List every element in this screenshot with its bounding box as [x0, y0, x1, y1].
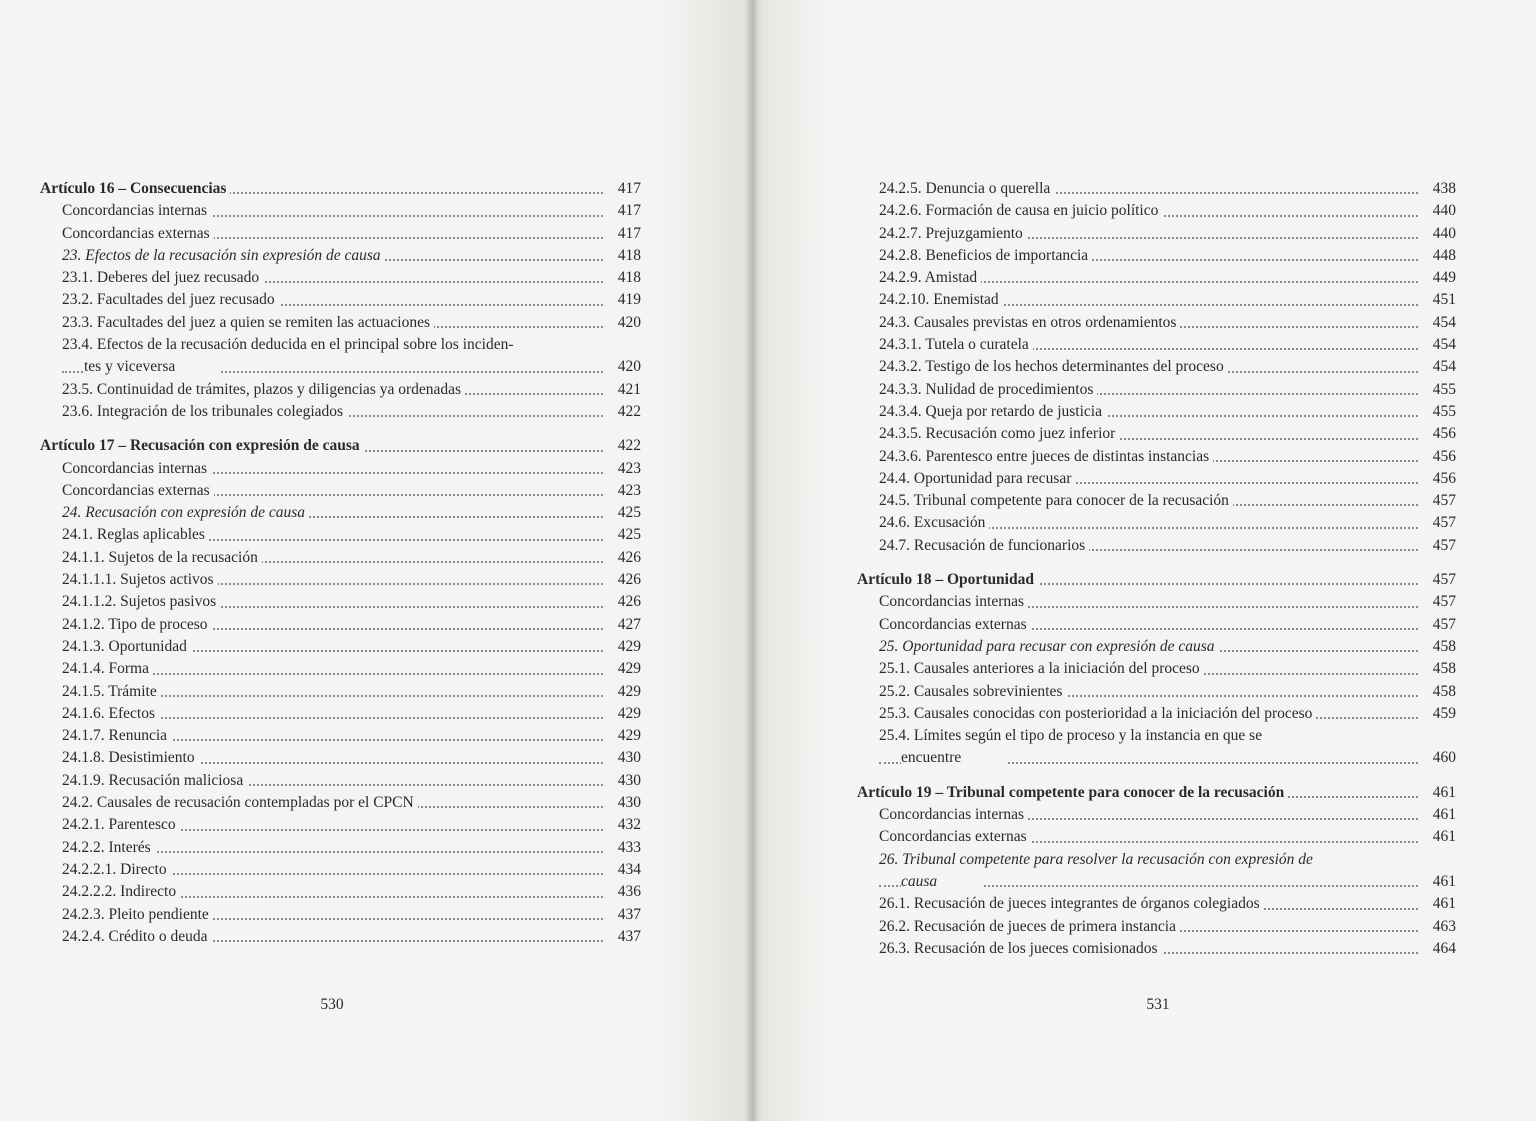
toc-entry-page: 426: [607, 591, 641, 613]
toc-entry-title: 24.2.3. Pleito pendiente: [62, 906, 213, 923]
toc-entry-page: 460: [1422, 747, 1456, 769]
toc-entry: [879, 312, 1456, 334]
toc-entry: [879, 512, 1456, 534]
toc-entry: [62, 792, 641, 814]
toc-entry-title: 24.1.9. Recusación maliciosa: [62, 772, 247, 789]
toc-entry-title: 24.3.2. Testigo de los hechos determinantes del proceso: [879, 358, 1228, 375]
toc-entry-page: 454: [1422, 356, 1456, 378]
toc-entry-title: Artículo 18 – Oportunidad: [857, 571, 1038, 588]
toc-entry: [879, 468, 1456, 490]
toc-entry-page: 426: [607, 569, 641, 591]
toc-entry-page: 438: [1422, 178, 1456, 200]
toc-entry-title: 24.2.6. Formación de causa en juicio político: [879, 202, 1162, 219]
toc-entry-page: 455: [1422, 379, 1456, 401]
toc-entry-title: 24.1.3. Oportunidad: [62, 638, 191, 655]
toc-entry-title: 24.2.2. Interés: [62, 839, 155, 856]
toc-entry: [879, 245, 1456, 267]
right-page-number: 531: [1146, 996, 1170, 1013]
toc-entry: [62, 837, 641, 859]
toc-entry-title: Artículo 17 – Recusación con expresión de causa: [40, 437, 364, 454]
toc-entry-page: 456: [1422, 446, 1456, 468]
toc-entry-page: 461: [1422, 871, 1456, 893]
toc-entry-page: 457: [1422, 512, 1456, 534]
toc-entry-page: 437: [607, 926, 641, 948]
toc-entry-title: 24.3. Causales previstas en otros ordenamientos: [879, 314, 1180, 331]
toc-entry: [62, 401, 641, 423]
toc-entry: [879, 804, 1456, 826]
toc-entry-title: 23.4. Efectos de la recusación deducida en el principal sobre los inciden-: [62, 334, 641, 356]
toc-entry: [62, 859, 641, 881]
toc-entry-page: 451: [1422, 289, 1456, 311]
toc-entry-page: 430: [607, 770, 641, 792]
toc-entry-page: 458: [1422, 636, 1456, 658]
toc-entry-title: 26.1. Recusación de jueces integrantes de órganos colegiados: [879, 895, 1264, 912]
toc-entry: [62, 814, 641, 836]
toc-entry: [879, 446, 1456, 468]
toc-entry-page: 417: [607, 223, 641, 245]
toc-entry-page: 430: [607, 792, 641, 814]
toc-entry-page: 422: [607, 435, 641, 457]
toc-entry: [879, 423, 1456, 445]
toc-entry-page: 455: [1422, 401, 1456, 423]
toc-entry-page: 464: [1422, 938, 1456, 960]
toc-entry-page: 437: [607, 904, 641, 926]
toc-entry: [62, 480, 641, 502]
toc-entry: [879, 223, 1456, 245]
toc-entry: [879, 490, 1456, 512]
toc-entry-page: 457: [1422, 535, 1456, 557]
toc-entry: [62, 703, 641, 725]
toc-entry-title: Concordancias externas: [62, 482, 214, 499]
toc-entry-title: 24.2.2.2. Indirecto: [62, 883, 180, 900]
toc-entry: [62, 458, 641, 480]
toc-entry: [62, 267, 641, 289]
toc-entry-page: 417: [607, 200, 641, 222]
toc-entry-page: 425: [607, 502, 641, 524]
toc-entry: [879, 893, 1456, 915]
toc-entry-title: 24.1.6. Efectos: [62, 705, 159, 722]
toc-entry-page: 427: [607, 614, 641, 636]
toc-entry-page: 419: [607, 289, 641, 311]
toc-entry-title: Concordancias externas: [62, 225, 214, 242]
toc-entry: [62, 636, 641, 658]
toc-entry-page: 429: [607, 725, 641, 747]
toc-entry-title: 24.3.1. Tutela o curatela: [879, 336, 1033, 353]
toc-entry-page: 458: [1422, 681, 1456, 703]
toc-entry: [879, 289, 1456, 311]
toc-entry: [879, 849, 1456, 894]
toc-entry-title: 24.5. Tribunal competente para conocer de la recusación: [879, 492, 1233, 509]
toc-entry-title: Concordancias internas: [62, 460, 211, 477]
toc-entry-title: 25.3. Causales conocidas con posterioridad a la iniciación del proceso: [879, 705, 1316, 722]
toc-entry-title: Artículo 16 – Consecuencias: [40, 180, 230, 197]
toc-entry-page: 449: [1422, 267, 1456, 289]
toc-entry: [40, 435, 641, 457]
toc-entry-page: 421: [607, 379, 641, 401]
toc-entry: [62, 245, 641, 267]
toc-entry: [879, 356, 1456, 378]
toc-entry: [879, 379, 1456, 401]
toc-entry-title: 24.6. Excusación: [879, 514, 989, 531]
toc-entry: [62, 379, 641, 401]
toc-entry-title: 25.4. Límites según el tipo de proceso y la instancia en que se: [879, 725, 1456, 747]
toc-entry-title: 24.2.7. Prejuzgamiento: [879, 225, 1027, 242]
toc-entry-title: 24.1.2. Tipo de proceso: [62, 616, 212, 633]
toc-entry: [62, 223, 641, 245]
toc-entry: [879, 614, 1456, 636]
toc-entry-title: 24.1.5. Trámite: [62, 683, 161, 700]
toc-entry-title: 25.2. Causales sobrevinientes: [879, 683, 1066, 700]
toc-entry: [879, 703, 1456, 725]
toc-entry-page: 461: [1422, 782, 1456, 804]
toc-entry: [879, 401, 1456, 423]
toc-entry-page: 417: [607, 178, 641, 200]
toc-entry-title: 24.3.6. Parentesco entre jueces de distintas instancias: [879, 448, 1213, 465]
toc-entry-title: 24.1.8. Desistimiento: [62, 749, 199, 766]
toc-entry: [62, 524, 641, 546]
toc-entry-page: 440: [1422, 223, 1456, 245]
toc-entry-page: 434: [607, 859, 641, 881]
toc-entry-title: 23.1. Deberes del juez recusado: [62, 269, 263, 286]
toc-entry-title: Concordancias internas: [62, 202, 211, 219]
toc-entry-title: Concordancias externas: [879, 828, 1031, 845]
toc-entry: [62, 502, 641, 524]
toc-entry: [62, 747, 641, 769]
toc-entry: [879, 200, 1456, 222]
toc-entry: [62, 926, 641, 948]
toc-entry-page: 429: [607, 681, 641, 703]
toc-entry-page: 448: [1422, 245, 1456, 267]
toc-entry-page: 457: [1422, 614, 1456, 636]
toc-entry-title: 24.1.1.2. Sujetos pasivos: [62, 593, 220, 610]
toc-entry-title: 24.3.5. Recusación como juez inferior: [879, 425, 1119, 442]
toc-entry: [62, 725, 641, 747]
toc-entry: [879, 636, 1456, 658]
toc-entry-title: 26.3. Recusación de los jueces comisionados: [879, 940, 1162, 957]
toc-entry: [62, 569, 641, 591]
toc-entry: [879, 334, 1456, 356]
toc-entry-title: 26. Tribunal competente para resolver la recusación con expresión de: [879, 849, 1456, 871]
left-page-number: 530: [320, 996, 344, 1013]
toc-entry-title: 23.5. Continuidad de trámites, plazos y diligencias ya ordenadas: [62, 381, 465, 398]
toc-entry: [879, 178, 1456, 200]
toc-entry-continuation: tes y viceversa: [84, 358, 221, 375]
toc-entry: [879, 267, 1456, 289]
toc-entry: [62, 200, 641, 222]
toc-entry-page: 423: [607, 458, 641, 480]
toc-entry-page: 454: [1422, 334, 1456, 356]
toc-entry-page: 429: [607, 636, 641, 658]
toc-entry-title: Artículo 19 – Tribunal competente para conocer de la recusación: [857, 784, 1288, 801]
toc-entry-page: 418: [607, 267, 641, 289]
toc-entry-title: 24.2. Causales de recusación contempladas por el CPCN: [62, 794, 418, 811]
toc-entry-page: 423: [607, 480, 641, 502]
toc-entry-page: 459: [1422, 703, 1456, 725]
toc-entry-title: 24.1.1. Sujetos de la recusación: [62, 549, 262, 566]
toc-entry: [62, 312, 641, 334]
toc-entry-title: Concordancias externas: [879, 616, 1031, 633]
toc-entry: [62, 881, 641, 903]
toc-entry-page: 418: [607, 245, 641, 267]
toc-entry-title: 24.2.10. Enemistad: [879, 291, 1003, 308]
toc-entry-title: 24.2.1. Parentesco: [62, 816, 180, 833]
toc-entry: [879, 826, 1456, 848]
toc-entry: [62, 591, 641, 613]
toc-entry-title: 24.3.4. Queja por retardo de justicia: [879, 403, 1106, 420]
toc-entry: [879, 938, 1456, 960]
toc-entry: [62, 334, 641, 379]
right-toc: [857, 178, 1456, 960]
toc-entry-title: Concordancias internas: [879, 806, 1028, 823]
toc-entry: [879, 658, 1456, 680]
toc-entry-title: 24.2.8. Beneficios de importancia: [879, 247, 1092, 264]
toc-entry-title: 23. Efectos de la recusación sin expresión de causa: [62, 247, 385, 264]
book-gutter: [745, 0, 759, 1121]
toc-entry-title: 24. Recusación con expresión de causa: [62, 504, 309, 521]
left-toc: [40, 178, 641, 948]
toc-entry-title: 24.7. Recusación de funcionarios: [879, 537, 1089, 554]
toc-entry-page: 429: [607, 703, 641, 725]
toc-entry-page: 432: [607, 814, 641, 836]
toc-entry-title: 24.2.2.1. Directo: [62, 861, 171, 878]
toc-entry-page: 457: [1422, 591, 1456, 613]
toc-entry-page: 426: [607, 547, 641, 569]
toc-entry: [879, 916, 1456, 938]
toc-entry-title: 24.1. Reglas aplicables: [62, 526, 209, 543]
toc-entry: [879, 725, 1456, 770]
toc-entry: [62, 289, 641, 311]
toc-entry-title: 24.4. Oportunidad para recusar: [879, 470, 1075, 487]
toc-entry-title: 24.2.4. Crédito o deuda: [62, 928, 212, 945]
toc-entry-page: 456: [1422, 468, 1456, 490]
toc-entry-title: 23.6. Integración de los tribunales colegiados: [62, 403, 347, 420]
toc-entry-continuation: causa: [901, 873, 983, 890]
toc-entry-title: 24.1.7. Renuncia: [62, 727, 171, 744]
toc-entry-title: 24.2.9. Amistad: [879, 269, 981, 286]
toc-entry-page: 440: [1422, 200, 1456, 222]
toc-entry-page: 425: [607, 524, 641, 546]
toc-entry-page: 456: [1422, 423, 1456, 445]
toc-entry: [857, 569, 1456, 591]
toc-entry-page: 463: [1422, 916, 1456, 938]
toc-entry: [62, 547, 641, 569]
toc-entry-continuation: encuentre: [901, 749, 1007, 766]
toc-entry-title: 23.3. Facultades del juez a quien se remiten las actuaciones: [62, 314, 434, 331]
toc-entry-page: 430: [607, 747, 641, 769]
toc-entry: [62, 658, 641, 680]
toc-entry-page: 420: [607, 356, 641, 378]
toc-entry-page: 458: [1422, 658, 1456, 680]
toc-entry-title: Concordancias internas: [879, 593, 1028, 610]
toc-entry-page: 454: [1422, 312, 1456, 334]
toc-entry-title: 24.2.5. Denuncia o querella: [879, 180, 1054, 197]
toc-entry-page: 436: [607, 881, 641, 903]
toc-entry-page: 433: [607, 837, 641, 859]
toc-entry-page: 461: [1422, 826, 1456, 848]
toc-entry: [879, 535, 1456, 557]
toc-entry-title: 25. Oportunidad para recusar con expresión de causa: [879, 638, 1219, 655]
toc-entry-title: 23.2. Facultades del juez recusado: [62, 291, 279, 308]
toc-entry: [857, 782, 1456, 804]
toc-entry: [40, 178, 641, 200]
toc-entry-page: 420: [607, 312, 641, 334]
toc-entry: [62, 614, 641, 636]
toc-entry: [62, 681, 641, 703]
toc-entry-page: 461: [1422, 804, 1456, 826]
toc-entry-page: 457: [1422, 490, 1456, 512]
toc-entry: [879, 591, 1456, 613]
toc-entry-page: 457: [1422, 569, 1456, 591]
toc-entry-title: 25.1. Causales anteriores a la iniciación del proceso: [879, 660, 1204, 677]
toc-entry-title: 26.2. Recusación de jueces de primera instancia: [879, 918, 1180, 935]
toc-entry-title: 24.1.1.1. Sujetos activos: [62, 571, 218, 588]
left-page: [0, 0, 752, 1121]
toc-entry-page: 461: [1422, 893, 1456, 915]
toc-entry-page: 422: [607, 401, 641, 423]
toc-entry-title: 24.3.3. Nulidad de procedimientos: [879, 381, 1097, 398]
toc-entry: [62, 770, 641, 792]
toc-entry: [62, 904, 641, 926]
toc-entry-page: 429: [607, 658, 641, 680]
toc-entry-title: 24.1.4. Forma: [62, 660, 153, 677]
toc-entry: [879, 681, 1456, 703]
